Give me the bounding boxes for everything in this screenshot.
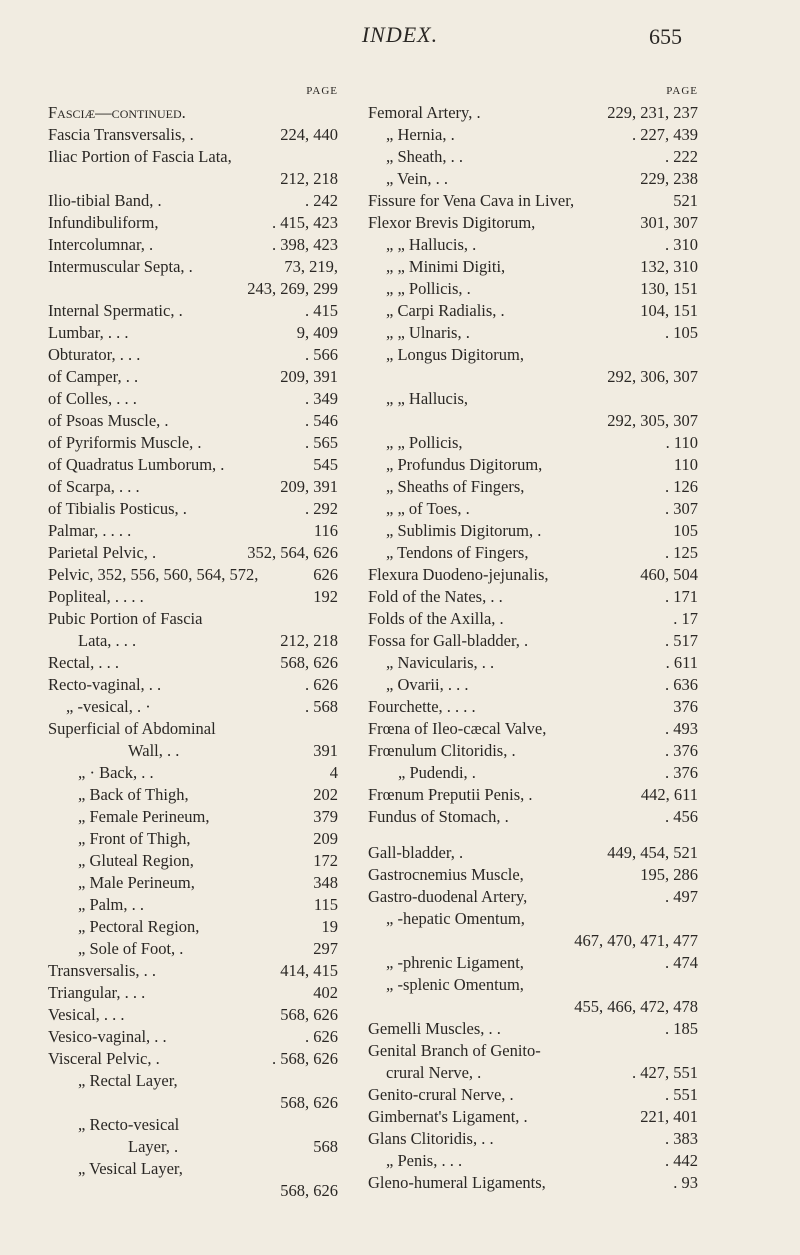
entry-pages: . 307 (665, 499, 698, 518)
entry-pages: . 566 (305, 345, 338, 364)
entry-pages: 73, 219, (284, 257, 338, 276)
entry-pages: 521 (673, 191, 698, 210)
index-entry (48, 1158, 338, 1180)
index-entry (368, 300, 698, 322)
entry-term: Ilio-tibial Band, . (48, 191, 162, 210)
entry-term: of Colles, . . . (48, 389, 137, 408)
index-entry (368, 762, 698, 784)
entry-pages: . 110 (665, 433, 698, 452)
index-entry (48, 542, 338, 564)
entry-pages: . 222 (665, 147, 698, 166)
index-entry (368, 842, 698, 864)
entry-pages: 243, 269, 299 (247, 279, 338, 298)
entry-pages: 292, 305, 307 (607, 411, 698, 430)
entry-pages: . 349 (305, 389, 338, 408)
entry-term: Transversalis, . . (48, 961, 157, 980)
entry-term: „ Hernia, . (386, 125, 455, 144)
entry-term: „ Female Perineum, (78, 807, 210, 826)
entry-term: of Scarpa, . . . (48, 477, 140, 496)
entry-pages: 352, 564, 626 (247, 543, 338, 562)
entry-pages: . 376 (665, 763, 698, 782)
index-entry (368, 520, 698, 542)
entry-pages: 379 (313, 807, 338, 826)
entry-pages: 209, 391 (280, 477, 338, 496)
index-entry (48, 322, 338, 344)
entry-term: Fascia Transversalis, . (48, 125, 194, 144)
entry-term: Fundus of Stomach, . (368, 807, 509, 826)
entry-term: Infundibuliform, (48, 213, 159, 232)
entry-pages: . 456 (665, 807, 698, 826)
entry-pages: . 383 (665, 1129, 698, 1148)
index-entry (368, 784, 698, 806)
entry-pages: . 398, 423 (272, 235, 338, 254)
entry-pages: . 626 (305, 1027, 338, 1046)
entry-pages: . 636 (665, 675, 698, 694)
entry-pages: 130, 151 (640, 279, 698, 298)
entry-term: Gall-bladder, . (368, 843, 464, 862)
entry-term: Genital Branch of Genito- (368, 1041, 541, 1060)
index-entry (48, 586, 338, 608)
entry-term: Superficial of Abdominal (48, 719, 216, 738)
entry-term: „ Pudendi, . (398, 763, 476, 782)
entry-term: Gastrocnemius Muscle, (368, 865, 524, 884)
entry-pages: 442, 611 (640, 785, 698, 804)
index-entry (368, 322, 698, 344)
entry-term: Vesico-vaginal, . . (48, 1027, 167, 1046)
index-entry (48, 608, 338, 630)
entry-term: Vesical, . . . (48, 1005, 125, 1024)
entry-term: Fissure for Vena Cava in Liver, (368, 191, 575, 210)
entry-pages: 626 (313, 565, 338, 584)
entry-pages: 209, 391 (280, 367, 338, 386)
entry-pages: 116 (313, 521, 338, 540)
index-entry (368, 102, 698, 124)
entry-term: Flexura Duodeno-jejunalis, (368, 565, 549, 584)
entry-pages: 545 (313, 455, 338, 474)
entry-pages: 455, 466, 472, 478 (574, 997, 698, 1016)
index-entry (368, 476, 698, 498)
index-entry (48, 146, 338, 168)
index-entry (48, 894, 338, 916)
index-entry (48, 872, 338, 894)
entry-term: „ Rectal Layer, (78, 1071, 178, 1090)
entry-pages: . 497 (665, 887, 698, 906)
index-entry (368, 366, 698, 388)
index-entry (368, 696, 698, 718)
index-entry (368, 930, 698, 952)
entry-term: „ Navicularis, . . (386, 653, 495, 672)
entry-pages: . 415 (305, 301, 338, 320)
entry-term: „ Profundus Digitorum, (386, 455, 543, 474)
entry-term: „ Tendons of Fingers, (386, 543, 529, 562)
index-entry (48, 124, 338, 146)
index-entry (368, 974, 698, 996)
running-head (0, 22, 800, 62)
entry-pages: . 125 (665, 543, 698, 562)
index-entry (368, 1106, 698, 1128)
entry-pages: 301, 307 (640, 213, 698, 232)
index-entry (48, 652, 338, 674)
entry-term: „ Sheaths of Fingers, (386, 477, 525, 496)
entry-pages: . 376 (665, 741, 698, 760)
entry-pages: 195, 286 (640, 865, 698, 884)
entry-term: of Quadratus Lumborum, . (48, 455, 225, 474)
entry-pages: 104, 151 (640, 301, 698, 320)
entry-term: crural Nerve, . (386, 1063, 482, 1082)
entry-term: „ Vein, . . (386, 169, 449, 188)
index-entry (368, 1128, 698, 1150)
entry-pages: 568, 626 (280, 1005, 338, 1024)
entry-term: „ „ Minimi Digiti, (386, 257, 506, 276)
entry-pages: . 185 (665, 1019, 698, 1038)
entry-term: Flexor Brevis Digitorum, (368, 213, 536, 232)
index-entry (368, 344, 698, 366)
entry-pages: 224, 440 (280, 125, 338, 144)
index-entry (48, 806, 338, 828)
entry-pages: 202 (313, 785, 338, 804)
entry-term: Fold of the Nates, . . (368, 587, 503, 606)
entry-pages: . 17 (673, 609, 698, 628)
entry-pages: . 415, 423 (272, 213, 338, 232)
index-entry (368, 1172, 698, 1194)
entry-pages: . 427, 551 (632, 1063, 698, 1082)
entry-term: „ Ovarii, . . . (386, 675, 469, 694)
entry-pages: 414, 415 (280, 961, 338, 980)
index-entry (368, 1150, 698, 1172)
entry-pages: . 242 (305, 191, 338, 210)
index-entry (368, 864, 698, 886)
entry-term: Frœnum Preputii Penis, . (368, 785, 533, 804)
index-entry (48, 696, 338, 718)
index-entry (48, 762, 338, 784)
index-entry (368, 234, 698, 256)
index-entry (48, 212, 338, 234)
entry-term: „ „ Pollicis, . (386, 279, 471, 298)
entry-term: „ Sheath, . . (386, 147, 463, 166)
entry-term: „ -vesical, . · (66, 697, 151, 716)
entry-term: „ Longus Digitorum, (386, 345, 524, 364)
entry-term: „ Sublimis Digitorum, . (386, 521, 542, 540)
index-entry (368, 278, 698, 300)
index-column-right (368, 80, 698, 1194)
index-entry (48, 1180, 338, 1202)
index-entry (368, 952, 698, 974)
entry-term: „ „ of Toes, . (386, 499, 470, 518)
entry-pages: 115 (313, 895, 338, 914)
entry-pages: 172 (313, 851, 338, 870)
entry-pages: 467, 470, 471, 477 (574, 931, 698, 950)
entry-term: „ Vesical Layer, (78, 1159, 183, 1178)
entry-pages: 568, 626 (280, 1093, 338, 1112)
entry-term: „ Pectoral Region, (78, 917, 200, 936)
index-entry (368, 1062, 698, 1084)
entry-term: Layer, . (128, 1137, 179, 1156)
index-entry (48, 1004, 338, 1026)
index-entry (48, 630, 338, 652)
entry-term: of Tibialis Posticus, . (48, 499, 187, 518)
entry-pages: 212, 218 (280, 631, 338, 650)
index-entry (368, 740, 698, 762)
entry-term: Femoral Artery, . (368, 103, 481, 122)
entry-term: „ -hepatic Omentum, (386, 909, 525, 928)
entry-pages: 297 (313, 939, 338, 958)
index-entry (48, 1070, 338, 1092)
index-entry (48, 1026, 338, 1048)
entry-pages: 192 (313, 587, 338, 606)
entry-term: „ -splenic Omentum, (386, 975, 524, 994)
entry-term: Palmar, . . . . (48, 521, 132, 540)
index-entry (368, 256, 698, 278)
index-entry (368, 1040, 698, 1062)
entry-term: Fourchette, . . . . (368, 697, 476, 716)
entry-pages: 460, 504 (640, 565, 698, 584)
index-entry (48, 168, 338, 190)
entry-pages: 402 (313, 983, 338, 1002)
entry-term: „ Recto-vesical (78, 1115, 180, 1134)
index-entry (48, 278, 338, 300)
entry-pages: 105 (673, 521, 698, 540)
index-entry (368, 1084, 698, 1106)
entry-term: Gimbernat's Ligament, . (368, 1107, 528, 1126)
entry-pages: 229, 238 (640, 169, 698, 188)
index-entry (368, 886, 698, 908)
entry-term: Gastro-duodenal Artery, (368, 887, 528, 906)
index-entry (368, 1018, 698, 1040)
index-entry (368, 410, 698, 432)
index-entry (368, 564, 698, 586)
entry-pages: 229, 231, 237 (607, 103, 698, 122)
index-entry (48, 388, 338, 410)
entry-term: Rectal, . . . (48, 653, 120, 672)
entry-term: of Pyriformis Muscle, . (48, 433, 202, 452)
index-entry (48, 190, 338, 212)
entry-pages: . 442 (665, 1151, 698, 1170)
entry-pages: . 568 (305, 697, 338, 716)
entry-pages: . 517 (665, 631, 698, 650)
index-entry (48, 828, 338, 850)
index-entry (368, 718, 698, 740)
entry-term: Genito-crural Nerve, . (368, 1085, 514, 1104)
entry-pages: . 493 (665, 719, 698, 738)
entry-term: „ Palm, . . (78, 895, 144, 914)
index-entry (48, 234, 338, 256)
entry-term: „ „ Hallucis, (386, 389, 469, 408)
entry-pages: 221, 401 (640, 1107, 698, 1126)
index-entry (48, 476, 338, 498)
index-entry (48, 432, 338, 454)
index-entry (48, 366, 338, 388)
entry-pages: 568 (313, 1137, 338, 1156)
entry-term: „ Male Perineum, (78, 873, 195, 892)
entry-pages: . 565 (305, 433, 338, 452)
entry-pages: 292, 306, 307 (607, 367, 698, 386)
index-entry (368, 212, 698, 234)
index-entry (368, 454, 698, 476)
index-entry (368, 168, 698, 190)
index-entry (48, 300, 338, 322)
index-entry (48, 454, 338, 476)
entry-term: Pelvic, 352, 556, 560, 564, 572, (48, 565, 259, 584)
index-entry (368, 652, 698, 674)
entry-pages: 568, 626 (280, 653, 338, 672)
entry-pages: . 474 (665, 953, 698, 972)
index-entry (368, 190, 698, 212)
entry-term: Glans Clitoridis, . . (368, 1129, 494, 1148)
entry-term: Pubic Portion of Fascia (48, 609, 203, 628)
index-entry (48, 344, 338, 366)
entry-pages: . 93 (673, 1173, 698, 1192)
entry-term: Fossa for Gall-bladder, . (368, 631, 529, 650)
entry-pages: 391 (313, 741, 338, 760)
index-entry (48, 850, 338, 872)
entry-term: Folds of the Axilla, . (368, 609, 504, 628)
entry-term: „ „ Hallucis, . (386, 235, 477, 254)
entry-pages: 110 (673, 455, 698, 474)
index-entry (48, 520, 338, 542)
entry-pages: 348 (313, 873, 338, 892)
entry-term: „ Sole of Foot, . (78, 939, 184, 958)
entry-term: Parietal Pelvic, . (48, 543, 157, 562)
entry-term: Popliteal, . . . . (48, 587, 144, 606)
index-entry (48, 102, 338, 124)
entry-term: Gemelli Muscles, . . (368, 1019, 501, 1038)
entry-pages: . 105 (665, 323, 698, 342)
entry-pages: 568, 626 (280, 1181, 338, 1200)
index-entry (368, 542, 698, 564)
entry-term: „ Front of Thigh, (78, 829, 191, 848)
entry-pages: 19 (321, 917, 338, 936)
entry-pages: . 171 (665, 587, 698, 606)
index-entry (368, 630, 698, 652)
entry-pages: 212, 218 (280, 169, 338, 188)
entry-term: Visceral Pelvic, . (48, 1049, 160, 1068)
index-entry (48, 674, 338, 696)
entry-pages: 449, 454, 521 (607, 843, 698, 862)
index-entry (368, 124, 698, 146)
entry-term: Fasciæ—continued. (48, 103, 186, 122)
entry-pages: . 568, 626 (272, 1049, 338, 1068)
entry-pages: . 626 (305, 675, 338, 694)
entry-term: Triangular, . . . (48, 983, 146, 1002)
index-entry (48, 498, 338, 520)
entry-pages: . 551 (665, 1085, 698, 1104)
index-entry (48, 960, 338, 982)
entry-pages: 376 (673, 697, 698, 716)
entry-term: „ Carpi Radialis, . (386, 301, 505, 320)
index-entry (368, 146, 698, 168)
entry-term: Intercolumnar, . (48, 235, 154, 254)
entry-term: „ „ Ulnaris, . (386, 323, 470, 342)
column-page-label: PAGE (306, 85, 338, 97)
entry-term: „ -phrenic Ligament, (386, 953, 524, 972)
index-entry (48, 1136, 338, 1158)
entry-term: „ „ Pollicis, (386, 433, 463, 452)
index-entry (368, 674, 698, 696)
index-entry (48, 718, 338, 740)
section-gap (368, 828, 698, 842)
index-entry (48, 564, 338, 586)
entry-pages: 9, 409 (296, 323, 338, 342)
index-entry (48, 982, 338, 1004)
entry-term: Recto-vaginal, . . (48, 675, 162, 694)
index-entry (368, 586, 698, 608)
index-entry (48, 410, 338, 432)
index-entry (48, 1114, 338, 1136)
entry-term: Internal Spermatic, . (48, 301, 183, 320)
entry-pages: 132, 310 (640, 257, 698, 276)
index-entry (368, 908, 698, 930)
entry-term: Frœna of Ileo-cæcal Valve, (368, 719, 547, 738)
entry-term: Obturator, . . . (48, 345, 141, 364)
index-entry (368, 388, 698, 410)
index-entry (368, 996, 698, 1018)
entry-term: of Camper, . . (48, 367, 139, 386)
index-entry (48, 740, 338, 762)
entry-pages: . 310 (665, 235, 698, 254)
entry-term: of Psoas Muscle, . (48, 411, 169, 430)
column-page-label: PAGE (666, 85, 698, 97)
index-entry (48, 938, 338, 960)
index-entry (368, 608, 698, 630)
entry-pages: . 546 (305, 411, 338, 430)
entry-pages: . 126 (665, 477, 698, 496)
entry-pages: . 227, 439 (632, 125, 698, 144)
index-entry (48, 1092, 338, 1114)
entry-pages: 4 (329, 763, 338, 782)
entry-term: Gleno-humeral Ligaments, (368, 1173, 546, 1192)
entry-term: „ · Back, . . (78, 763, 154, 782)
index-entry (368, 806, 698, 828)
entry-term: Iliac Portion of Fascia Lata, (48, 147, 232, 166)
index-entry (48, 1048, 338, 1070)
index-entry (368, 498, 698, 520)
page-title: INDEX. (361, 22, 439, 47)
entry-pages: . 611 (665, 653, 698, 672)
entry-term: „ Gluteal Region, (78, 851, 194, 870)
index-entry (368, 432, 698, 454)
index-column-left (48, 80, 338, 1202)
index-entry (48, 256, 338, 278)
entry-pages: . 292 (305, 499, 338, 518)
entry-term: Intermuscular Septa, . (48, 257, 193, 276)
entry-term: „ Penis, . . . (386, 1151, 463, 1170)
index-entry (48, 784, 338, 806)
entry-term: „ Back of Thigh, (78, 785, 189, 804)
entry-term: Lata, . . . (78, 631, 137, 650)
page-number: 655 (649, 24, 682, 49)
entry-term: Lumbar, . . . (48, 323, 129, 342)
entry-term: Frœnulum Clitoridis, . (368, 741, 516, 760)
entry-pages: 209 (313, 829, 338, 848)
entry-term: Wall, . . (128, 741, 180, 760)
index-entry (48, 916, 338, 938)
